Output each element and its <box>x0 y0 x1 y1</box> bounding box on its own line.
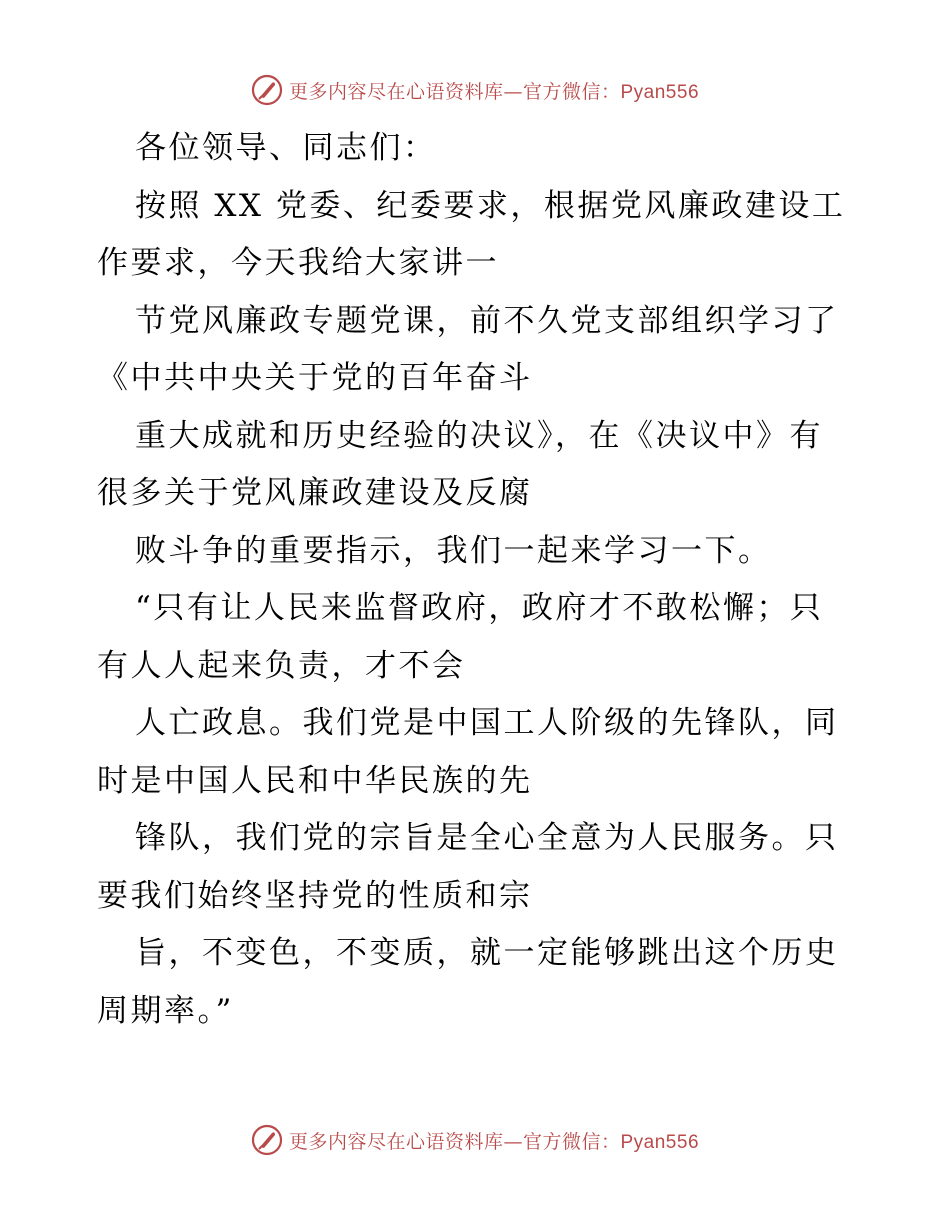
body-line: 要我们始终坚持党的性质和宗 <box>97 877 533 914</box>
body-line: 《中共中央关于党的百年奋斗 <box>97 360 533 396</box>
quill-logo-icon <box>251 1124 283 1156</box>
footer-watermark <box>0 1120 950 1160</box>
body-line: “只有让人民来监督政府，政府才不敢松懈；只 <box>135 590 824 626</box>
body-line: 很多关于党风廉政建设及反腐 <box>97 475 533 511</box>
quill-logo-icon <box>251 74 283 106</box>
body-line: 时是中国人民和中华民族的先 <box>97 762 533 799</box>
header-watermark <box>0 70 950 110</box>
body-line: 有人人起来负责，才不会 <box>97 647 466 684</box>
document-body <box>97 120 857 1040</box>
body-line: 人亡政息。我们党是中国工人阶级的先锋队，同 <box>135 705 839 741</box>
watermark-text: 更多内容尽在心语资料库—官方微信：Pyan556 <box>288 80 700 103</box>
body-line: 作要求，今天我给大家讲一 <box>97 245 499 281</box>
body-line: 败斗争的重要指示，我们一起来学习一下。 <box>135 532 772 569</box>
body-line: 重大成就和历史经验的决议》，在《决议中》有 <box>135 417 823 454</box>
body-line: 旨，不变色，不变质，就一定能够跳出这个历史 <box>135 935 839 971</box>
body-line: 按照 XX 党委、纪委要求，根据党风廉政建设工 <box>135 187 846 224</box>
body-line: 锋队，我们党的宗旨是全心全意为人民服务。只 <box>135 820 839 856</box>
watermark-text: 更多内容尽在心语资料库—官方微信：Pyan556 <box>288 1130 700 1153</box>
body-line: 周期率。” <box>97 992 234 1029</box>
body-line: 各位领导、同志们： <box>135 130 437 166</box>
body-line: 节党风廉政专题党课，前不久党支部组织学习了 <box>135 302 839 339</box>
